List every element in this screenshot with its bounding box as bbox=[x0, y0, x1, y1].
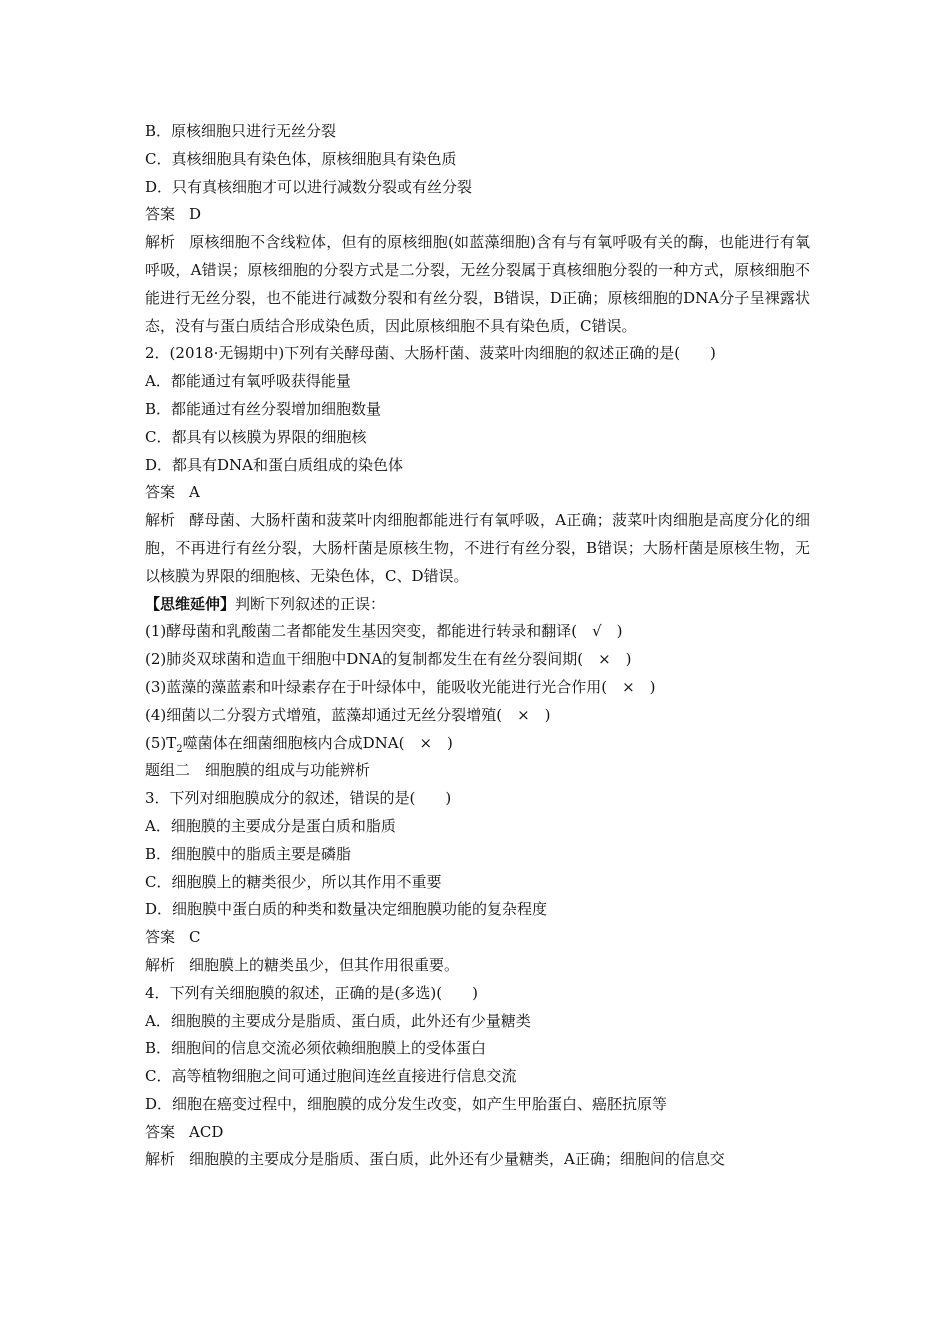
q3-option-b: B．细胞膜中的脂质主要是磷脂 bbox=[145, 844, 352, 863]
q2-option-c: C．都具有以核膜为界限的细胞核 bbox=[145, 427, 367, 446]
q3-answer bbox=[145, 924, 810, 952]
q4-answer bbox=[145, 1119, 810, 1147]
q4-option-a: A．细胞膜的主要成分是脂质、蛋白质，此外还有少量糖类 bbox=[145, 1011, 531, 1030]
extension-title: 【思维延伸】 bbox=[145, 594, 236, 613]
q2-option-b: B．都能通过有丝分裂增加细胞数量 bbox=[145, 399, 382, 418]
analysis-text: 细胞膜的主要成分是脂质、蛋白质，此外还有少量糖类，A正确；细胞间的信息交 bbox=[189, 1150, 725, 1169]
q4-option-c: C．高等植物细胞之间可通过胞间连丝直接进行信息交流 bbox=[145, 1067, 517, 1086]
extension-item-5 bbox=[145, 730, 810, 758]
extension-item-5-prefix: (5)T bbox=[145, 733, 177, 752]
analysis-label: 解析 bbox=[145, 511, 176, 530]
q4-analysis bbox=[145, 1146, 810, 1174]
q3-analysis bbox=[145, 952, 810, 980]
extension-item-5-text: 噬菌体在细菌细胞核内合成DNA( × ) bbox=[182, 733, 453, 752]
extension-item-3: (3)蓝藻的藻蓝素和叶绿素存在于叶绿体中，能吸收光能进行光合作用( × ) bbox=[145, 677, 656, 696]
q1-option-b: B．原核细胞只进行无丝分裂 bbox=[145, 122, 337, 140]
q1-answer bbox=[145, 201, 810, 229]
answer-label: 答案 bbox=[145, 483, 176, 502]
q2-option-a: A．都能通过有氧呼吸获得能量 bbox=[145, 372, 351, 391]
analysis-label: 解析 bbox=[145, 955, 176, 974]
q2-option-d: D．都具有DNA和蛋白质组成的染色体 bbox=[145, 455, 404, 474]
answer-value: D bbox=[189, 205, 202, 224]
analysis-text: 原核细胞不含线粒体，但有的原核细胞(如蓝藻细胞)含有与有氧呼吸有关的酶，也能进行有氧呼吸，A错误；原核细胞的分裂方式是二分裂，无丝分裂属于真核细胞分裂的一种方式，原核细胞不能进行无丝分裂，也不能进行减数分裂和有丝分裂，B错误，D正确；原核细胞的DNA分子呈裸露状态，没有与蛋白质结合形成染色质，因此原核细胞不具有染色质，C错误。 bbox=[145, 233, 810, 335]
q1-option-c: C．真核细胞具有染色体，原核细胞具有染色质 bbox=[145, 149, 457, 168]
q1-option-d: D．只有真核细胞才可以进行减数分裂或有丝分裂 bbox=[145, 177, 473, 196]
extension-item-5-subscript: 2 bbox=[176, 743, 183, 755]
q4-option-b: B．细胞间的信息交流必须依赖细胞膜上的受体蛋白 bbox=[145, 1039, 487, 1058]
analysis-text: 酵母菌、大肠杆菌和菠菜叶肉细胞都能进行有氧呼吸，A正确；菠菜叶肉细胞是高度分化的细胞，不再进行有丝分裂，大肠杆菌是原核生物，不进行有丝分裂，B错误；大肠杆菌是原核生物，无以核膜为界限的细胞核、无染色体，C、D错误。 bbox=[145, 511, 810, 585]
q2-stem: 2．(2018·无锡期中)下列有关酵母菌、大肠杆菌、菠菜叶肉细胞的叙述正确的是( ) bbox=[145, 344, 716, 363]
answer-label: 答案 bbox=[145, 205, 176, 224]
extension-item-1: (1)酵母菌和乳酸菌二者都能发生基因突变，都能进行转录和翻译( √ ) bbox=[145, 622, 623, 641]
answer-label: 答案 bbox=[145, 1122, 176, 1141]
extension-item-4: (4)细菌以二分裂方式增殖，蓝藻却通过无丝分裂增殖( × ) bbox=[145, 705, 551, 724]
q4-option-d: D．细胞在癌变过程中，细胞膜的成分发生改变，如产生甲胎蛋白、癌胚抗原等 bbox=[145, 1094, 668, 1113]
extension-item-2: (2)肺炎双球菌和造血干细胞中DNA的复制都发生在有丝分裂间期( × ) bbox=[145, 650, 632, 669]
q3-option-a: A．细胞膜的主要成分是蛋白质和脂质 bbox=[145, 816, 396, 835]
analysis-label: 解析 bbox=[145, 233, 176, 252]
extension-heading bbox=[145, 591, 810, 619]
q4-stem: 4．下列有关细胞膜的叙述，正确的是(多选)( ) bbox=[145, 983, 478, 1002]
q1-analysis bbox=[145, 229, 810, 340]
answer-value: A bbox=[189, 483, 200, 502]
q2-analysis bbox=[145, 507, 810, 590]
answer-value: C bbox=[189, 928, 201, 947]
q2-answer bbox=[145, 479, 810, 507]
answer-value: ACD bbox=[189, 1122, 224, 1141]
q3-stem: 3．下列对细胞膜成分的叙述，错误的是( ) bbox=[145, 789, 452, 808]
q3-option-d: D．细胞膜中蛋白质的种类和数量决定细胞膜功能的复杂程度 bbox=[145, 900, 548, 919]
q3-option-c: C．细胞膜上的糖类很少，所以其作用不重要 bbox=[145, 872, 442, 891]
group-2-title: 题组二 细胞膜的组成与功能辨析 bbox=[145, 761, 371, 780]
analysis-label: 解析 bbox=[145, 1150, 176, 1169]
extension-intro: 判断下列叙述的正误： bbox=[235, 594, 386, 613]
answer-label: 答案 bbox=[145, 928, 176, 947]
document-content bbox=[145, 118, 810, 1174]
analysis-text: 细胞膜上的糖类虽少，但其作用很重要。 bbox=[189, 955, 460, 974]
